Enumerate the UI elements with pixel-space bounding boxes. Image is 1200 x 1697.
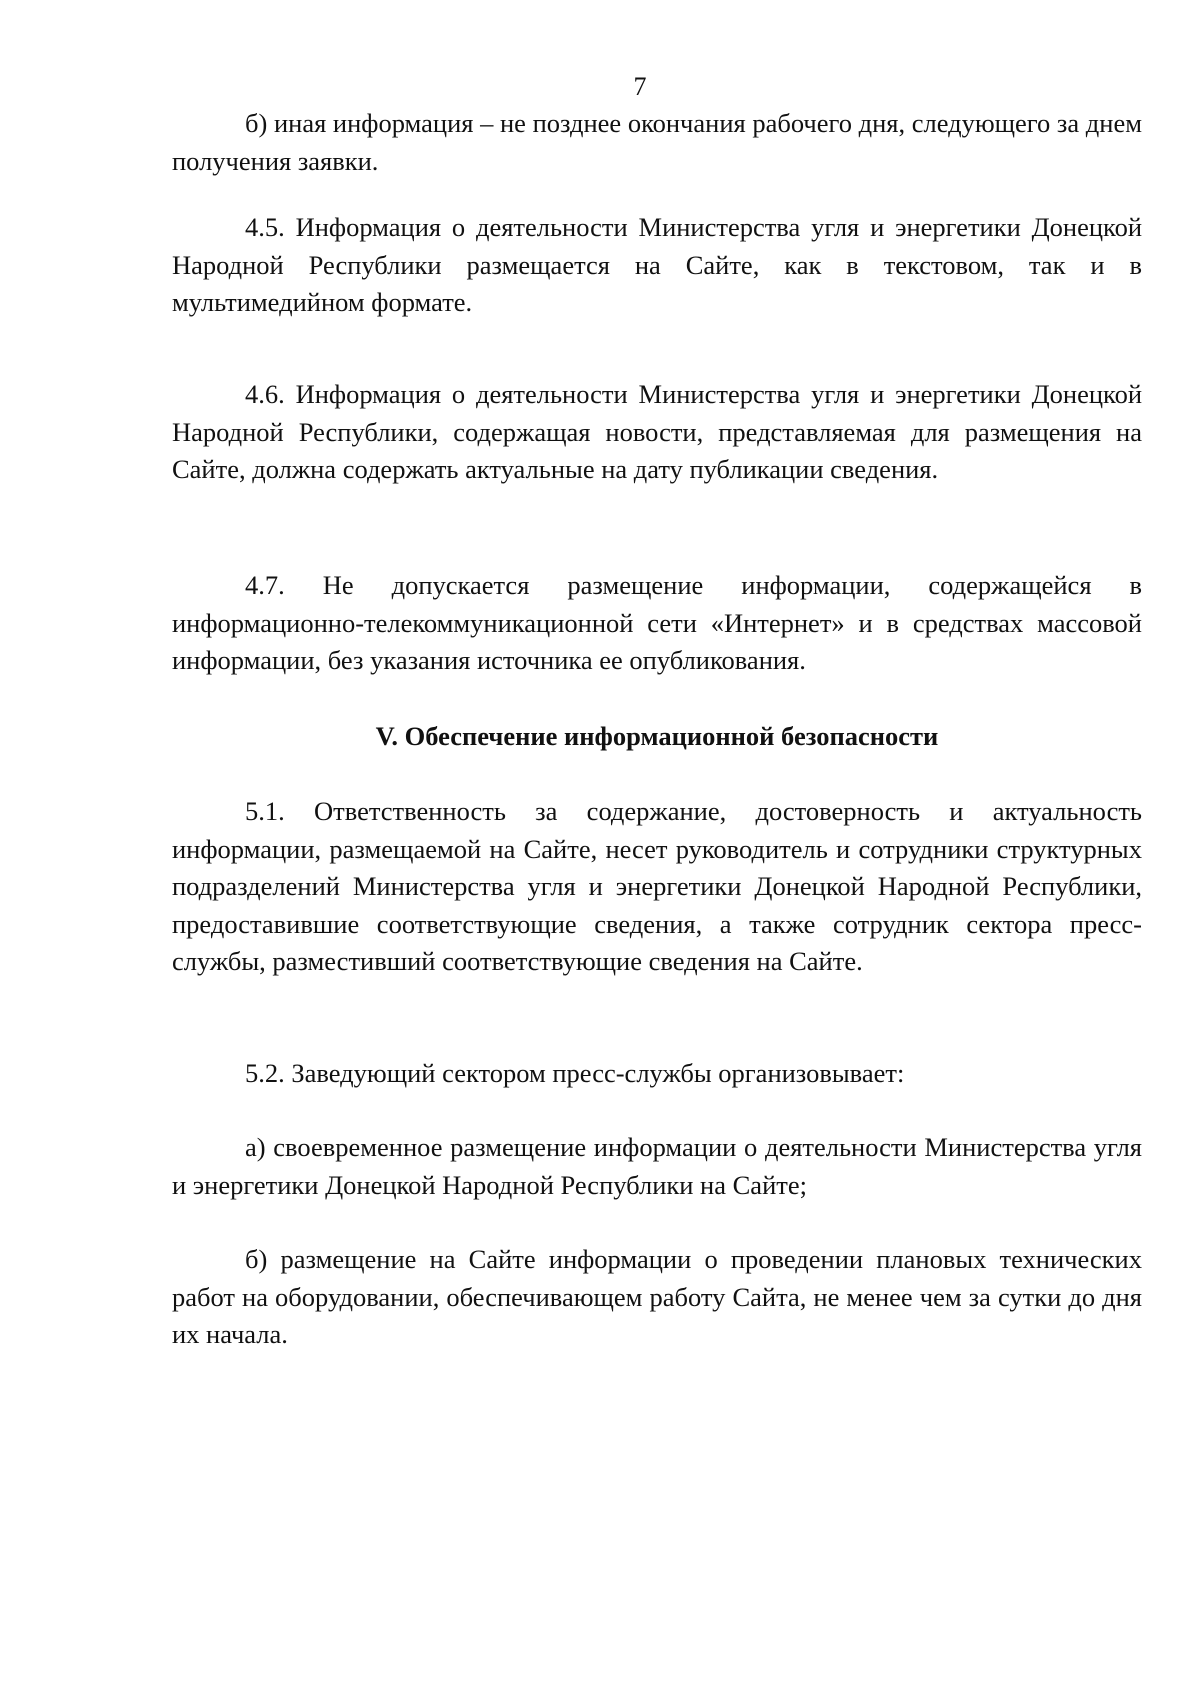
- paragraph-4-5: 4.5. Информация о деятельности Министерства угля и энергетики Донецкой Народной Республики размещается на Сайте, как в текстовом, так и в мультимедийном формате.: [172, 212, 1142, 317]
- paragraph-5-2-b: б) размещение на Сайте информации о проведении плановых технических работ на оборудовании, обеспечивающем работу Сайта, не менее чем за сутки до дня их начала.: [172, 1244, 1142, 1349]
- paragraph-5-2-a: а) своевременное размещение информации о деятельности Министерства угля и энергетики Донецкой Народной Республики на Сайте;: [172, 1132, 1142, 1200]
- paragraph-4-6: 4.6. Информация о деятельности Министерства угля и энергетики Донецкой Народной Республики, содержащая новости, представляемая для размещения на Сайте, должна содержать актуальные на дату публикации сведения.: [172, 379, 1142, 484]
- paragraph-5-1: 5.1. Ответственность за содержание, достоверность и актуальность информации, размещаемой на Сайте, несет руководитель и сотрудники структурных подразделений Министерства угля и энергетики Донецкой Народной Республики, предоставившие соответствующие сведения, а также сотрудник сектора пресс-службы, разместивший соответствующие сведения на Сайте.: [172, 796, 1142, 976]
- section-5-heading: V. Обеспечение информационной безопасности: [375, 721, 939, 751]
- page-number: 7: [633, 72, 647, 101]
- paragraph-4-7: 4.7. Не допускается размещение информации, содержащейся в информационно-телекоммуникационной сети «Интернет» и в средствах массовой информации, без указания источника ее опубликования.: [172, 570, 1142, 675]
- paragraph-5-2: 5.2. Заведующий сектором пресс-службы организовывает:: [245, 1058, 905, 1088]
- paragraph-info-other: б) иная информация – не позднее окончания рабочего дня, следующего за днем получения заявки.: [172, 108, 1142, 176]
